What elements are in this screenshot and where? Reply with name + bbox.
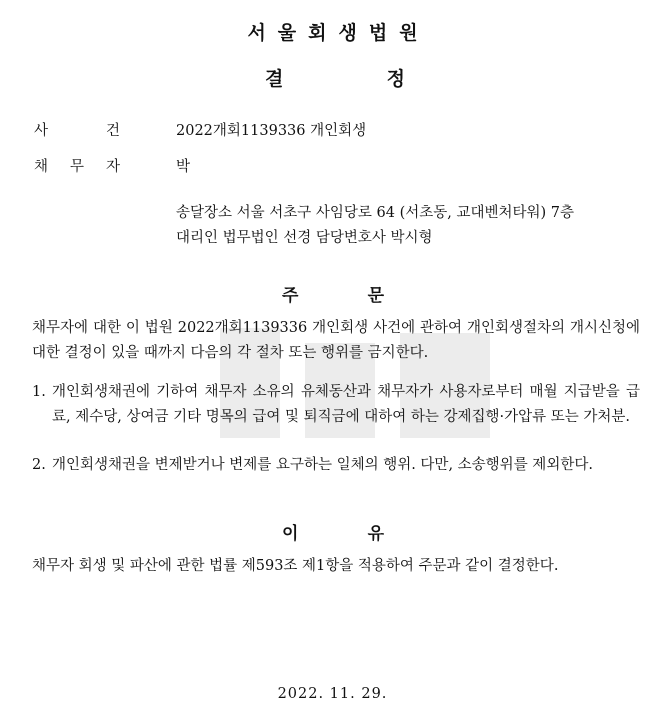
label-char: 사 [34, 123, 49, 139]
decision-date: 2022. 11. 29. [277, 686, 388, 702]
court-name: 서울회생법원 [247, 22, 430, 44]
label-char: 채 [34, 159, 49, 175]
case-number: 2022개회1139336 개인회생 [176, 123, 367, 139]
label-char: 건 [105, 123, 120, 139]
item-number: 2. [32, 457, 46, 473]
order-heading [282, 281, 384, 306]
case-label [34, 119, 120, 140]
service-address: 송달장소 서울 서초구 사임당로 64 (서초동, 교대벤처타워) 7층 [176, 205, 575, 221]
label-char: 자 [105, 159, 120, 175]
reason-body: 채무자 회생 및 파산에 관한 법률 제593조 제1항을 적용하여 주문과 같이 결정한다. [32, 558, 559, 574]
order-body: 채무자에 대한 이 법원 2022개회1139336 개인회생 사건에 관하여 개인회생절차의 개시신청에 대한 결정이 있을 때까지 다음의 각 절차 또는 행위를 금지한다. [32, 320, 640, 361]
heading-char: 유 [367, 524, 384, 544]
reason-heading [282, 519, 384, 544]
heading-char: 문 [367, 286, 384, 306]
document-title [265, 64, 405, 91]
agent-line: 대리인 법무법인 선경 담당변호사 박시형 [176, 230, 433, 246]
item-number: 1. [32, 384, 46, 400]
heading-char: 이 [282, 524, 299, 544]
heading-char: 주 [282, 286, 299, 306]
label-char: 무 [69, 159, 84, 175]
item-text: 개인회생채권에 기하여 채무자 소유의 유체동산과 채무자가 사용자로부터 매월 지급받을 급료, 제수당, 상여금 기타 명목의 급여 및 퇴직금에 대하여 하는 강제집행·가압류 또는 가처분. [52, 384, 640, 425]
debtor-name: 박 [176, 159, 191, 175]
item-text: 개인회생채권을 변제받거나 변제를 요구하는 일체의 행위. 다만, 소송행위를 제외한다. [52, 457, 593, 473]
title-char: 정 [386, 68, 405, 90]
debtor-label [34, 155, 120, 176]
title-char: 결 [265, 68, 284, 90]
